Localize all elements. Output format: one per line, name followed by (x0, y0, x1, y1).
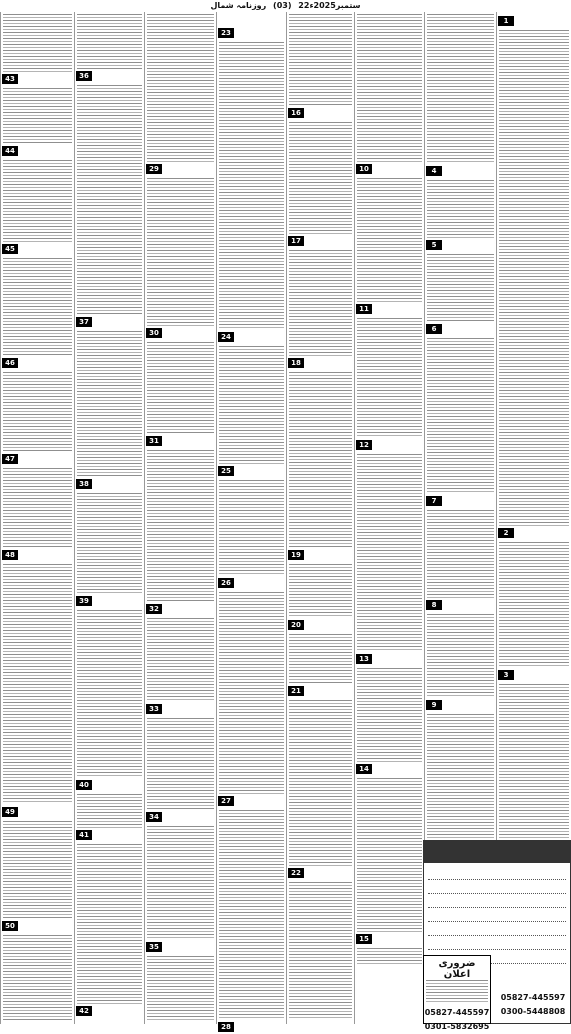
text-block (147, 342, 214, 434)
notice-box (423, 955, 491, 1031)
ad-number-badge: 32 (146, 604, 162, 614)
text-block (427, 180, 494, 238)
ad-number-badge: 1 (498, 16, 514, 26)
ad-number-badge: 44 (2, 146, 18, 156)
ad-number-badge: 38 (76, 479, 92, 489)
text-block (3, 258, 72, 356)
text-block (77, 844, 142, 1004)
text-block (357, 948, 422, 966)
column-8 (0, 12, 74, 1024)
text-block (499, 684, 569, 840)
text-block (3, 14, 72, 72)
notice-title: ضروری اعلان (438, 958, 476, 980)
text-block (3, 564, 72, 804)
staff-row (428, 909, 566, 922)
ad-number-badge: 33 (146, 704, 162, 714)
ad-number-badge: 24 (218, 332, 234, 342)
publication-name: روزنامہ شمال (210, 1, 267, 10)
text-block (219, 480, 284, 576)
column-6 (144, 12, 216, 1024)
ad-number-badge: 12 (356, 440, 372, 450)
ad-number-badge: 20 (288, 620, 304, 630)
ad-number-badge: 22 (288, 868, 304, 878)
text-block (219, 592, 284, 794)
ad-number-badge: 21 (288, 686, 304, 696)
text-block (147, 450, 214, 602)
ad-number-badge: 37 (76, 317, 92, 327)
ad-number-badge: 43 (2, 74, 18, 84)
column-4 (286, 12, 354, 1024)
text-block (77, 85, 142, 315)
text-block (77, 794, 142, 828)
text-block (357, 778, 422, 932)
text-block (427, 338, 494, 494)
page-number: (03) (273, 1, 292, 10)
ad-number-badge: 9 (426, 700, 442, 710)
phone-number: 05827-445597 (500, 993, 566, 1002)
ad-number-badge: 34 (146, 812, 162, 822)
text-block (289, 700, 352, 866)
text-block (357, 454, 422, 652)
text-block (77, 331, 142, 477)
staff-row (428, 895, 566, 908)
ad-number-badge: 50 (2, 921, 18, 931)
text-block (289, 14, 352, 106)
staff-row (428, 881, 566, 894)
text-block (289, 372, 352, 548)
ad-number-badge: 39 (76, 596, 92, 606)
text-block (499, 30, 569, 526)
text-block (427, 614, 494, 698)
column-5 (216, 12, 286, 1031)
ad-number-badge: 27 (218, 796, 234, 806)
ad-number-badge: 17 (288, 236, 304, 246)
ad-number-badge: 30 (146, 328, 162, 338)
text-block (219, 810, 284, 1020)
ad-number-badge: 48 (2, 550, 18, 560)
text-block (3, 935, 72, 1021)
contact-numbers (496, 991, 570, 1019)
text-block (219, 42, 284, 330)
ad-number-badge: 8 (426, 600, 442, 610)
text-block (3, 821, 72, 919)
ad-number-badge: 7 (426, 496, 442, 506)
ad-number-badge: 36 (76, 71, 92, 81)
text-block (3, 372, 72, 452)
staff-row (428, 867, 566, 880)
ad-number-badge: 45 (2, 244, 18, 254)
phone-number: 0301-5832695 (424, 1022, 490, 1031)
staff-row (428, 923, 566, 936)
text-block (77, 610, 142, 778)
text-block (3, 468, 72, 548)
text-block (427, 510, 494, 598)
ad-number-badge: 42 (76, 1006, 92, 1016)
text-block (427, 14, 494, 164)
ad-number-badge: 18 (288, 358, 304, 368)
phone-number: 05827-445597 (424, 1008, 490, 1017)
issue-date: 22ستمبر2025ء (298, 1, 361, 10)
ad-number-badge: 41 (76, 830, 92, 840)
ad-number-badge: 40 (76, 780, 92, 790)
text-block (3, 88, 72, 144)
text-block (427, 254, 494, 322)
text-block (289, 564, 352, 618)
text-block (357, 318, 422, 438)
text-block (289, 122, 352, 234)
text-block (147, 618, 214, 702)
ad-number-badge: 28 (218, 1022, 234, 1032)
text-block (427, 714, 494, 840)
text-block (147, 14, 214, 162)
ad-number-badge: 13 (356, 654, 372, 664)
ad-number-badge: 29 (146, 164, 162, 174)
text-block (219, 346, 284, 464)
text-block (499, 542, 569, 668)
ad-number-badge: 4 (426, 166, 442, 176)
phone-number: 0300-5448808 (500, 1007, 566, 1016)
staff-row (428, 937, 566, 950)
text-block (147, 956, 214, 1022)
text-block (289, 882, 352, 1020)
ad-number-badge: 25 (218, 466, 234, 476)
ad-number-badge: 47 (2, 454, 18, 464)
text-block (77, 493, 142, 593)
ad-number-badge: 35 (146, 942, 162, 952)
column-3 (354, 12, 424, 1024)
ad-number-badge: 15 (356, 934, 372, 944)
ad-number-badge: 26 (218, 578, 234, 588)
text-block (147, 178, 214, 326)
ad-number-badge: 6 (426, 324, 442, 334)
column-7 (74, 12, 144, 1024)
ad-number-badge: 16 (288, 108, 304, 118)
ad-number-badge: 14 (356, 764, 372, 774)
text-block (357, 668, 422, 762)
ad-number-badge: 3 (498, 670, 514, 680)
notice-text (426, 980, 488, 1002)
text-block (147, 826, 214, 940)
ad-number-badge: 19 (288, 550, 304, 560)
text-block (357, 178, 422, 302)
ad-number-badge: 49 (2, 807, 18, 817)
ad-number-badge: 5 (426, 240, 442, 250)
ad-number-badge: 46 (2, 358, 18, 368)
staff-box-header (424, 841, 570, 863)
text-block (147, 718, 214, 810)
text-block (3, 160, 72, 242)
text-block (289, 250, 352, 356)
ad-number-badge: 2 (498, 528, 514, 538)
ad-number-badge: 23 (218, 28, 234, 38)
text-block (77, 14, 142, 69)
text-block (357, 14, 422, 162)
ad-number-badge: 31 (146, 436, 162, 446)
text-block (289, 634, 352, 684)
page-header (0, 0, 571, 12)
ad-number-badge: 10 (356, 164, 372, 174)
ad-number-badge: 11 (356, 304, 372, 314)
